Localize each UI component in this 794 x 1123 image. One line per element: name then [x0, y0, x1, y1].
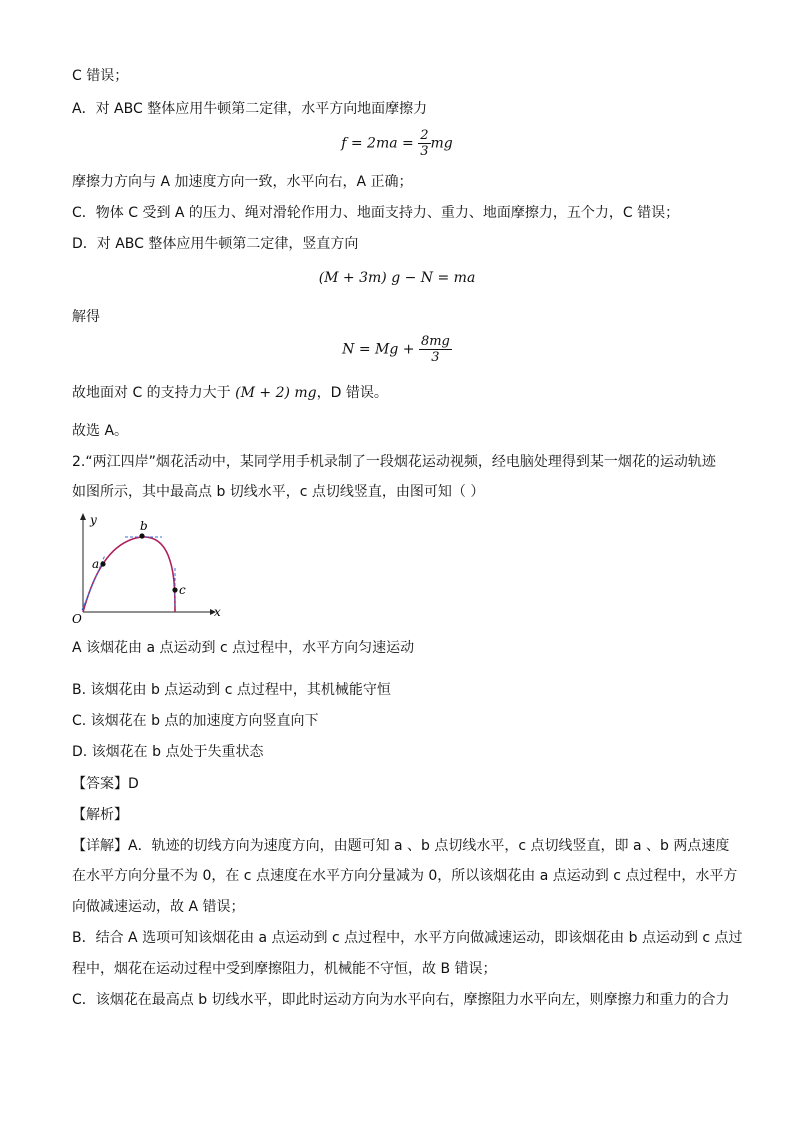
analysis-line: 在水平方向分量不为 0，在 c 点速度在水平方向分量减为 0，所以该烟花由 a 点运动到 c 点过程中，水平方 — [72, 868, 738, 884]
text-line: 摩擦力方向与 A 加速度方向一致，水平向右，A 正确； — [72, 174, 413, 190]
text-line: C 错误； — [72, 68, 129, 84]
text-line: 解得 — [72, 309, 100, 325]
question-2-line-2: 如图所示，其中最高点 b 切线水平，c 点切线竖直，由图可知（ ） — [72, 484, 485, 500]
equation-vertical — [0, 268, 794, 288]
point-b-label: b — [140, 519, 148, 533]
answer-tag: 【答案】 — [72, 776, 128, 792]
fraction — [419, 334, 452, 365]
equation-part: mg — [430, 135, 453, 152]
point-a-label: a — [92, 557, 100, 571]
trajectory-figure — [70, 510, 230, 625]
analysis-tag: 【解析】 — [72, 807, 128, 823]
text-part: ，D 错误。 — [316, 385, 388, 401]
option-a: A 该烟花由 a 点运动到 c 点过程中，水平方向匀速运动 — [72, 640, 415, 656]
option-c: C. 该烟花在 b 点的加速度方向竖直向下 — [72, 713, 319, 729]
equation-normal-force — [0, 334, 794, 370]
text-line: C．物体 C 受到 A 的压力、绳对滑轮作用力、地面支持力、重力、地面摩擦力，五个力，C 错误； — [72, 205, 680, 221]
equation-friction — [0, 128, 794, 164]
x-axis-label: x — [214, 605, 221, 619]
fraction — [418, 128, 430, 159]
analysis-line: 程中，烟花在运动过程中受到摩擦阻力，机械能不守恒，故 B 错误； — [72, 961, 497, 977]
answer-line — [72, 774, 139, 794]
y-axis-arrow-icon — [80, 513, 86, 520]
fraction-numerator: 8mg — [420, 334, 450, 349]
origin-label: O — [72, 612, 82, 625]
option-d: D. 该烟花在 b 点处于失重状态 — [72, 744, 264, 760]
point-c — [172, 587, 177, 592]
math-inline: (M + 2) mg — [235, 385, 317, 401]
trajectory-curve — [83, 537, 175, 612]
equation-part: f = 2ma = — [341, 135, 414, 152]
analysis-line: 向做减速运动，故 A 错误； — [72, 899, 245, 915]
option-b: B. 该烟花由 b 点运动到 c 点过程中，其机械能守恒 — [72, 682, 391, 698]
equation-part: (M + 3m) g − N = ma — [318, 270, 476, 286]
text-line: D．对 ABC 整体应用牛顿第二定律，竖直方向 — [72, 236, 359, 252]
text-line: A．对 ABC 整体应用牛顿第二定律，水平方向地面摩擦力 — [72, 101, 428, 117]
answer-value: D — [128, 776, 139, 792]
fraction-denominator: 3 — [431, 350, 440, 365]
analysis-line: B．结合 A 选项可知该烟花由 a 点运动到 c 点过程中，水平方向做减速运动，即该烟花由 b 点运动到 c 点过 — [72, 930, 743, 946]
fraction-numerator: 2 — [420, 128, 429, 143]
point-b — [139, 533, 144, 538]
question-2-line-1: 2.“两江四岸”烟花活动中，某同学用手机录制了一段烟花运动视频，经电脑处理得到某一烟花的运动轨迹 — [72, 454, 716, 470]
analysis-line: 【详解】A．轨迹的切线方向为速度方向，由题可知 a 、b 点切线水平，c 点切线竖直，即 a 、b 两点速度 — [72, 838, 730, 854]
analysis-line: C．该烟花在最高点 b 切线水平，即此时运动方向为水平向右，摩擦阻力水平向左，则摩擦力和重力的合力 — [72, 992, 730, 1008]
point-c-label: c — [179, 583, 186, 597]
text-line: 故选 A。 — [72, 423, 129, 439]
fraction-denominator: 3 — [420, 144, 429, 159]
equation-part: N = Mg + — [342, 341, 415, 358]
text-part: 故地面对 C 的支持力大于 — [72, 385, 231, 401]
text-line — [72, 383, 388, 403]
point-a — [100, 561, 105, 566]
y-axis-label: y — [90, 513, 97, 527]
